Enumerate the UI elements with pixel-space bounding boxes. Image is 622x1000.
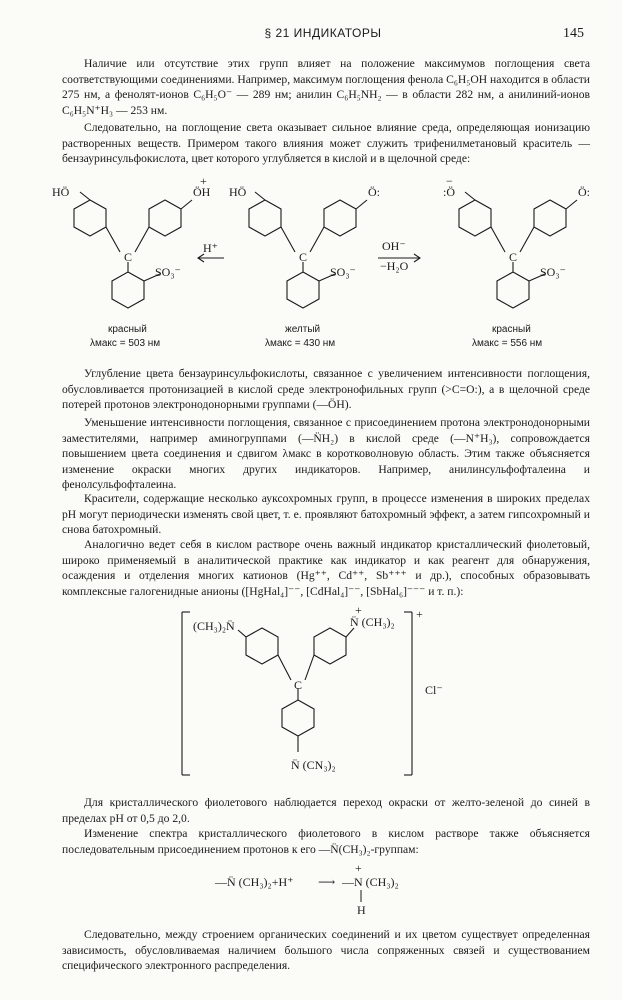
central-carbon-left: C <box>124 250 133 264</box>
ring-mid-1 <box>249 200 281 236</box>
o-group-right: Ö: <box>578 185 590 199</box>
right-lambda-label: λмакс = 556 нм <box>472 338 543 349</box>
ring-mid-3 <box>287 272 319 308</box>
central-carbon-cv: C <box>294 678 303 692</box>
central-carbon-right: C <box>509 250 518 264</box>
paragraph-medium-influence: Следовательно, на поглощение света оказывает сильное влияние среда, определяющая ионизацию растворенных веществ. Примером такого влияния может служить трифенилметановый краситель — бензауринсульфокислота, цвет которого углубляется в кислой и в щелочной среде: <box>62 121 590 165</box>
ring-right-1 <box>459 200 491 236</box>
page-number: 145 <box>563 26 584 41</box>
ring-right-3 <box>497 272 529 308</box>
protonation-reactant: —N̈ (CH₃)₂+H⁺ <box>215 875 294 889</box>
oh-plus-group: ÖH <box>193 185 211 199</box>
paragraph-ph-transition: Для кристаллического фиолетового наблюдается переход окраски от желто-зеленой до синей в пределах pH от 0,5 до 2,0. <box>62 796 590 825</box>
paragraph-spectrum-change: Изменение спектра кристаллического фиолетового в кислом растворе также объясняется последовательным присоединением протонов к его —N̈(CH₃)₂-группам: <box>62 827 590 856</box>
chloride-counterion: Cl⁻ <box>425 683 443 697</box>
paragraph-conclusion: Следовательно, между строением органических соединений и их цветом существует определенная зависимость, обусловливаемая наличием большого числа сопряженных связей и существованием специфического электронного распределения. <box>62 928 590 972</box>
o-group-mid: Ö: <box>368 185 380 199</box>
so3-right: SO₃⁻ <box>540 265 566 279</box>
paragraph-color-deepening: Углубление цвета бензауринсульфокислоты, связанное с увеличением интенсивности поглощения, обусловливается протонизацией в кислой среде электронофильных групп (>C=O:), а в щелочной среде потерей протонов электронодонорными группами (—ÖH). <box>62 367 590 411</box>
oh-group-left: HÖ <box>52 185 70 199</box>
section-title: § 21 ИНДИКАТОРЫ <box>264 26 382 40</box>
reagent-water: −H₂O <box>380 259 409 273</box>
paragraph-intensity-decrease: Уменьшение интенсивности поглощения, связанное с присоединением протона электронодонорными заместителями, например аминогруппами (—N̈H₂) в кислой среде (—N⁺H₃), сопровождается повышением цвета соединения и сдвигом λмакс в коротковолновую область. Этим также объясняется изменение окраски многих других индикаторов. Например, анилинсульфофталеина и фенолсульфофталеина. <box>62 416 590 491</box>
plus-charge: + <box>200 174 207 188</box>
reagent-acid: H⁺ <box>203 241 218 255</box>
ring-left-1 <box>74 200 106 236</box>
protonation-arrow: ⟶ <box>318 875 336 889</box>
protonation-product: —N (CH₃)₂ <box>342 875 399 889</box>
ring-left-2 <box>149 200 181 236</box>
mid-color-label: желтый <box>285 324 321 335</box>
minus-charge: − <box>446 174 453 188</box>
left-color-label: красный <box>108 324 147 335</box>
ring-right-2 <box>534 200 566 236</box>
o-anion-right: :Ö <box>443 185 455 199</box>
so3-mid: SO₃⁻ <box>330 265 356 279</box>
so3-left: SO₃⁻ <box>155 265 181 279</box>
left-lambda-label: λмакс = 503 нм <box>90 338 161 349</box>
paragraph-auxochromes: Красители, содержащие несколько ауксохромных групп, в процессе изменения в широких пределах pH могут периодически изменять свой цвет, т. е. проявляют батохромный эффект, а затем гипсохромный и снова батохромный. <box>62 492 590 536</box>
product-hydrogen: H <box>357 903 366 917</box>
paragraph-absorption-maxima: Наличие или отсутствие этих групп влияет на положение максимумов поглощения света соответствующими соединениями. Например, максимум поглощения фенола C₆H₅OH находится в области 275 нм, а фенолят-ионов C₆H₅O⁻ — 289 нм; анилин C₆H₅NH₂ — в области 282 нм, а анилиний-ионов C₆H₅N⁺H₃ — 253 нм. <box>62 57 590 117</box>
dimethylamino-left: (CH₃)₂N̈ <box>193 619 235 633</box>
paragraph-crystal-violet: Аналогично ведет себя в кислом растворе очень важный индикатор кристаллический фиолетовый, широко применяемый в аналитической практике как индикатор и как реагент для обнаружения, осаждения и отделения многих катионов (Hg⁺⁺, Cd⁺⁺, Sb⁺⁺⁺ и др.), способных образовывать комплексные галогенидные анионы ([HgHal₄]⁻⁻, [CdHal₄]⁻⁻, [SbHal₆]⁻⁻⁻ и т. п.): <box>62 538 590 598</box>
bracket-charge: + <box>416 607 423 621</box>
crystal-violet-structure <box>182 612 412 775</box>
ring-mid-2 <box>324 200 356 236</box>
right-color-label: красный <box>492 324 531 335</box>
dimethylamino-bottom: N̈ (CN₃)₂ <box>291 758 336 772</box>
iminium-plus: + <box>355 603 362 617</box>
oh-group-mid: HÖ <box>229 185 247 199</box>
dimethyliminium-right: N̈ (CH₃)₂ <box>350 615 395 629</box>
reagent-base: OH⁻ <box>382 239 406 253</box>
ring-left-3 <box>112 272 144 308</box>
product-plus: + <box>355 861 362 875</box>
central-carbon-mid: C <box>299 250 308 264</box>
mid-lambda-label: λмакс = 430 нм <box>265 338 336 349</box>
